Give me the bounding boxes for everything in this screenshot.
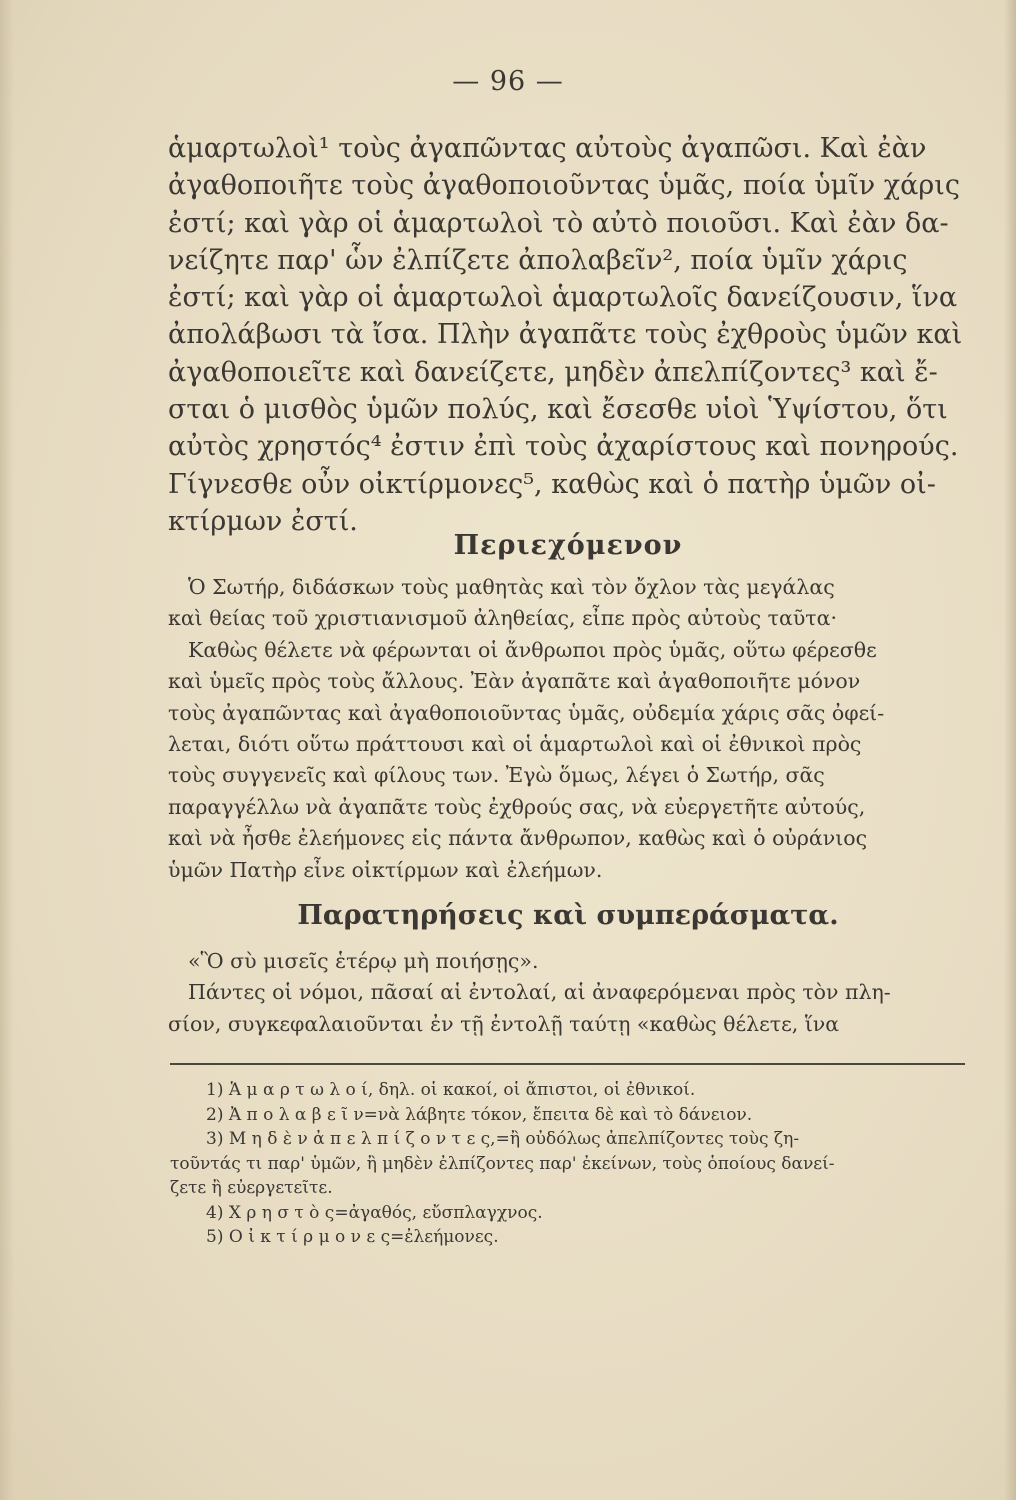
footnote-line: τοῦντάς τι παρ' ὑμῶν, ἢ μηδὲν ἐλπίζοντες παρ' ἐκείνων, τοὺς ὁποίους δανεί- [170, 1153, 835, 1174]
footnote-line: 5) Ο ἰ κ τ ί ρ μ ο ν ε ς=ἐλεήμονες. [206, 1227, 499, 1247]
contents-line: παραγγέλλω νὰ ἀγαπᾶτε τοὺς ἐχθρούς σας, νὰ εὐεργετῆτε αὐτούς, [168, 794, 866, 819]
contents-line: τοὺς ἀγαπῶντας καὶ ἀγαθοποιοῦντας ὑμᾶς, οὐδεμία χάρις σᾶς ὀφεί- [168, 700, 885, 725]
contents-line: Ὁ Σωτήρ, διδάσκων τοὺς μαθητὰς καὶ τὸν ὄχλον τὰς μεγάλας [188, 575, 835, 599]
main-line: ἐστί; καὶ γὰρ οἱ ἁμαρτωλοὶ τὸ αὐτὸ ποιοῦσι. Καὶ ἐὰν δα- [168, 207, 949, 239]
footnote-line: 3) Μ η δ ὲ ν ἀ π ε λ π ί ζ ο ν τ ε ς,=ἢ οὐδόλως ἀπελπίζοντες τοὺς ζη- [206, 1129, 800, 1149]
observations-line: σίον, συγκεφαλαιοῦνται ἐν τῇ ἐντολῇ ταύτῃ «καθὼς θέλετε, ἵνα [168, 1011, 840, 1036]
main-line: νείζητε παρ' ὧν ἐλπίζετε ἀπολαβεῖν², ποία ὑμῖν χάρις [168, 244, 908, 276]
contents-line: καὶ θείας τοῦ χριστιανισμοῦ ἀληθείας, εἶπε πρὸς αὐτοὺς ταῦτα· [168, 606, 837, 631]
main-line: ἁμαρτωλοὶ¹ τοὺς ἀγαπῶντας αὐτοὺς ἀγαπῶσι. Καὶ ἐὰν [168, 133, 927, 164]
page-edge-right [1004, 0, 1016, 1500]
footnote-line: ζετε ἢ εὐεργετεῖτε. [170, 1178, 333, 1198]
contents-line: λεται, διότι οὕτω πράττουσι καὶ οἱ ἁμαρτωλοὶ καὶ οἱ ἐθνικοὶ πρὸς [168, 732, 862, 757]
page-number: — 96 — [452, 66, 564, 97]
footnote-divider [170, 1063, 965, 1065]
main-text-block [168, 130, 968, 540]
section-heading-observations: Παρατηρήσεις καὶ συμπεράσματα. [297, 900, 839, 931]
main-line: ἀγαθοποιῆτε τοὺς ἀγαθοποιοῦντας ὑμᾶς, ποία ὑμῖν χάρις [168, 170, 960, 202]
contents-line: τοὺς συγγενεῖς καὶ φίλους των. Ἐγὼ ὅμως, λέγει ὁ Σωτήρ, σᾶς [168, 763, 825, 788]
section-heading-contents: Περιεχόμενον [453, 530, 683, 561]
main-line: ἀπολάβωσι τὰ ἴσα. Πλὴν ἀγαπᾶτε τοὺς ἐχθροὺς ὑμῶν καὶ [168, 319, 963, 351]
footnote-line: 2) Ἀ π ο λ α β ε ῖ ν=νὰ λάβητε τόκον, ἔπειτα δὲ καὶ τὸ δάνειον. [206, 1104, 753, 1125]
main-line: σται ὁ μισθὸς ὑμῶν πολύς, καὶ ἔσεσθε υἱοὶ Ὑψίστου, ὅτι [168, 394, 948, 426]
contents-section [168, 572, 968, 886]
main-line: ἀγαθοποιεῖτε καὶ δανείζετε, μηδὲν ἀπελπίζοντες³ καὶ ἔ- [168, 356, 938, 388]
contents-line: Καθὼς θέλετε νὰ φέρωνται οἱ ἄνθρωποι πρὸς ὑμᾶς, οὕτω φέρεσθε [188, 637, 877, 662]
footnote-line: 1) Ἁ μ α ρ τ ω λ ο ί, δηλ. οἱ κακοί, οἱ ἄπιστοι, οἱ ἐθνικοί. [206, 1080, 696, 1100]
main-line: ἐστί; καὶ γὰρ οἱ ἁμαρτωλοὶ ἁμαρτωλοῖς δανείζουσιν, ἵνα [168, 282, 958, 314]
contents-line: καὶ ὑμεῖς πρὸς τοὺς ἄλλους. Ἐὰν ἀγαπᾶτε καὶ ἀγαθοποιῆτε μόνον [168, 669, 861, 694]
observations-line: Πάντες οἱ νόμοι, πᾶσαί αἱ ἐντολαί, αἱ ἀναφερόμεναι πρὸς τὸν πλη- [188, 980, 891, 1005]
contents-line: ὑμῶν Πατὴρ εἶνε οἰκτίρμων καὶ ἐλεήμων. [168, 857, 603, 882]
main-line: αὐτὸς χρηστός⁴ ἐστιν ἐπὶ τοὺς ἀχαρίστους καὶ πονηρούς. [168, 431, 959, 463]
observations-section [168, 946, 968, 1040]
footnote-line: 4) Χ ρ η σ τ ὸ ς=ἀγαθός, εὔσπλαγχνος. [206, 1202, 543, 1223]
footnotes [170, 1078, 970, 1250]
main-line: Γίγνεσθε οὖν οἰκτίρμονες⁵, καθὼς καὶ ὁ πατὴρ ὑμῶν οἰ- [168, 468, 936, 500]
page-edge-left [0, 0, 14, 1500]
contents-line: καὶ νὰ ἦσθε ἐλεήμονες εἰς πάντα ἄνθρωπον, καθὼς καὶ ὁ οὐράνιος [168, 826, 868, 851]
main-line: κτίρμων ἐστί. [168, 505, 358, 537]
observations-line: «Ὃ σὺ μισεῖς ἑτέρῳ μὴ ποιήσῃς». [188, 949, 539, 973]
